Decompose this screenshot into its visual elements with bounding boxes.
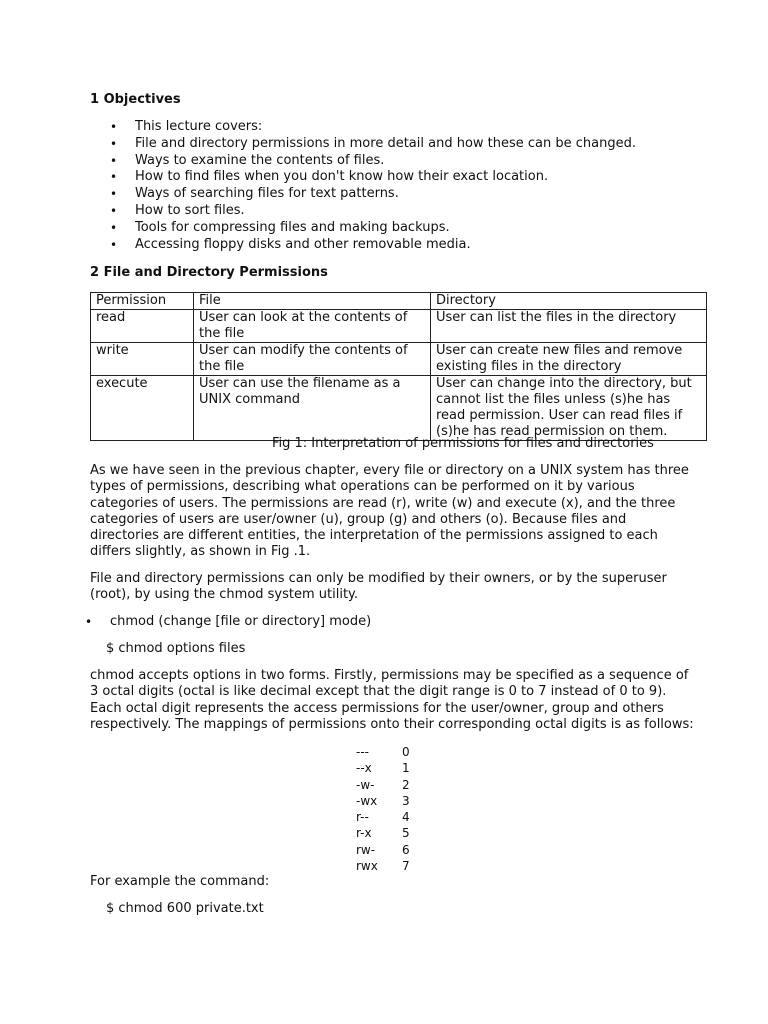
text-line: File and directory permissions can only be modified by their owners, or by the superuser <box>90 571 667 586</box>
figure-caption: Fig 1: Interpretation of permissions for files and directories <box>272 436 654 451</box>
table-cell: write <box>91 343 194 376</box>
list-item: • How to sort files. <box>110 203 636 220</box>
objectives-list <box>110 119 636 253</box>
paragraph-chmod-intro <box>90 571 690 604</box>
text-line: directories are different entities, the interpretation of the permissions assigned to each <box>90 528 658 544</box>
permission-symbol: r-x <box>356 826 372 841</box>
text-line: differs slightly, as shown in Fig .1. <box>90 544 311 560</box>
octal-digit: 6 <box>402 842 410 857</box>
text-line: respectively. The mappings of permissions onto their corresponding octal digits is as follows: <box>90 716 694 732</box>
octal-digit: 2 <box>402 777 410 792</box>
paragraph-permissions-intro <box>90 463 690 561</box>
section-1-heading: 1 Objectives <box>90 92 181 107</box>
octal-row <box>356 858 422 874</box>
list-item: • Accessing floppy disks and other removable media. <box>110 237 636 254</box>
table-header-row <box>91 293 707 310</box>
octal-row <box>356 825 422 841</box>
table-cell: User can use the filename as a UNIX command <box>194 376 431 441</box>
table-cell: User can change into the directory, but cannot list the files unless (s)he has read permission. User can read files if (s)he has read permission on them. <box>431 376 707 441</box>
octal-row <box>356 760 422 776</box>
table-cell: User can list the files in the directory <box>431 310 707 343</box>
text-line: categories of users. The permissions are read (r), write (w) and execute (x), and the three <box>90 495 676 511</box>
permission-symbol: rw- <box>356 842 376 857</box>
column-header-directory: Directory <box>431 293 707 310</box>
octal-row <box>356 744 422 760</box>
table-cell: read <box>91 310 194 343</box>
table-row <box>91 343 707 376</box>
octal-digit: 1 <box>402 761 410 776</box>
table-cell: User can create new files and remove existing files in the directory <box>431 343 707 376</box>
octal-digit: 5 <box>402 826 410 841</box>
permission-symbol: r-- <box>356 810 369 825</box>
table-cell: User can modify the contents of the file <box>194 343 431 376</box>
command-example: $ chmod 600 private.txt <box>106 901 264 916</box>
permissions-table <box>90 292 707 441</box>
column-header-file: File <box>194 293 431 310</box>
list-item: • File and directory permissions in more detail and how these can be changed. <box>110 136 636 153</box>
text-line: categories of users are user/owner (u), group (g) and others (o). Because files and <box>90 511 627 527</box>
octal-row <box>356 842 422 858</box>
permission-symbol: --- <box>356 745 369 759</box>
list-item: • Tools for compressing files and making backups. <box>110 220 636 237</box>
text-line: Each octal digit represents the access permissions for the user/owner, group and others <box>90 700 664 716</box>
paragraph-chmod-options <box>90 668 694 733</box>
column-header-permission: Permission <box>91 293 194 310</box>
octal-row <box>356 809 422 825</box>
text-line: chmod accepts options in two forms. Firstly, permissions may be specified as a sequence of <box>90 668 689 683</box>
octal-mapping-table <box>356 744 422 874</box>
permission-symbol: -wx <box>356 793 378 808</box>
section-2-heading: 2 File and Directory Permissions <box>90 265 328 280</box>
example-intro: For example the command: <box>90 874 270 889</box>
table-row <box>91 376 707 441</box>
permission-symbol: rwx <box>356 859 378 874</box>
list-item: • Ways to examine the contents of files. <box>110 153 636 170</box>
octal-row <box>356 793 422 809</box>
table-cell: execute <box>91 376 194 441</box>
octal-row <box>356 777 422 793</box>
list-item: • Ways of searching files for text patterns. <box>110 186 636 203</box>
text-line: As we have seen in the previous chapter, every file or directory on a UNIX system has three <box>90 463 689 478</box>
text-line: 3 octal digits (octal is like decimal except that the digit range is 0 to 7 instead of 0 to 9). <box>90 684 667 700</box>
permission-symbol: -w- <box>356 777 375 792</box>
text-line: (root), by using the chmod system utility. <box>90 587 359 603</box>
list-item: • This lecture covers: <box>110 119 636 136</box>
list-item: • How to find files when you don't know how their exact location. <box>110 169 636 186</box>
octal-digit: 3 <box>402 793 410 808</box>
permission-symbol: --x <box>356 761 372 776</box>
octal-digit: 4 <box>402 810 410 825</box>
octal-digit: 0 <box>402 745 410 759</box>
octal-digit: 7 <box>402 859 410 874</box>
table-cell: User can look at the contents of the file <box>194 310 431 343</box>
command-example: $ chmod options files <box>106 641 246 656</box>
table-row <box>91 310 707 343</box>
list-item: • chmod (change [file or directory] mode) <box>110 614 371 630</box>
text-line: types of permissions, describing what operations can be performed on it by various <box>90 479 635 495</box>
